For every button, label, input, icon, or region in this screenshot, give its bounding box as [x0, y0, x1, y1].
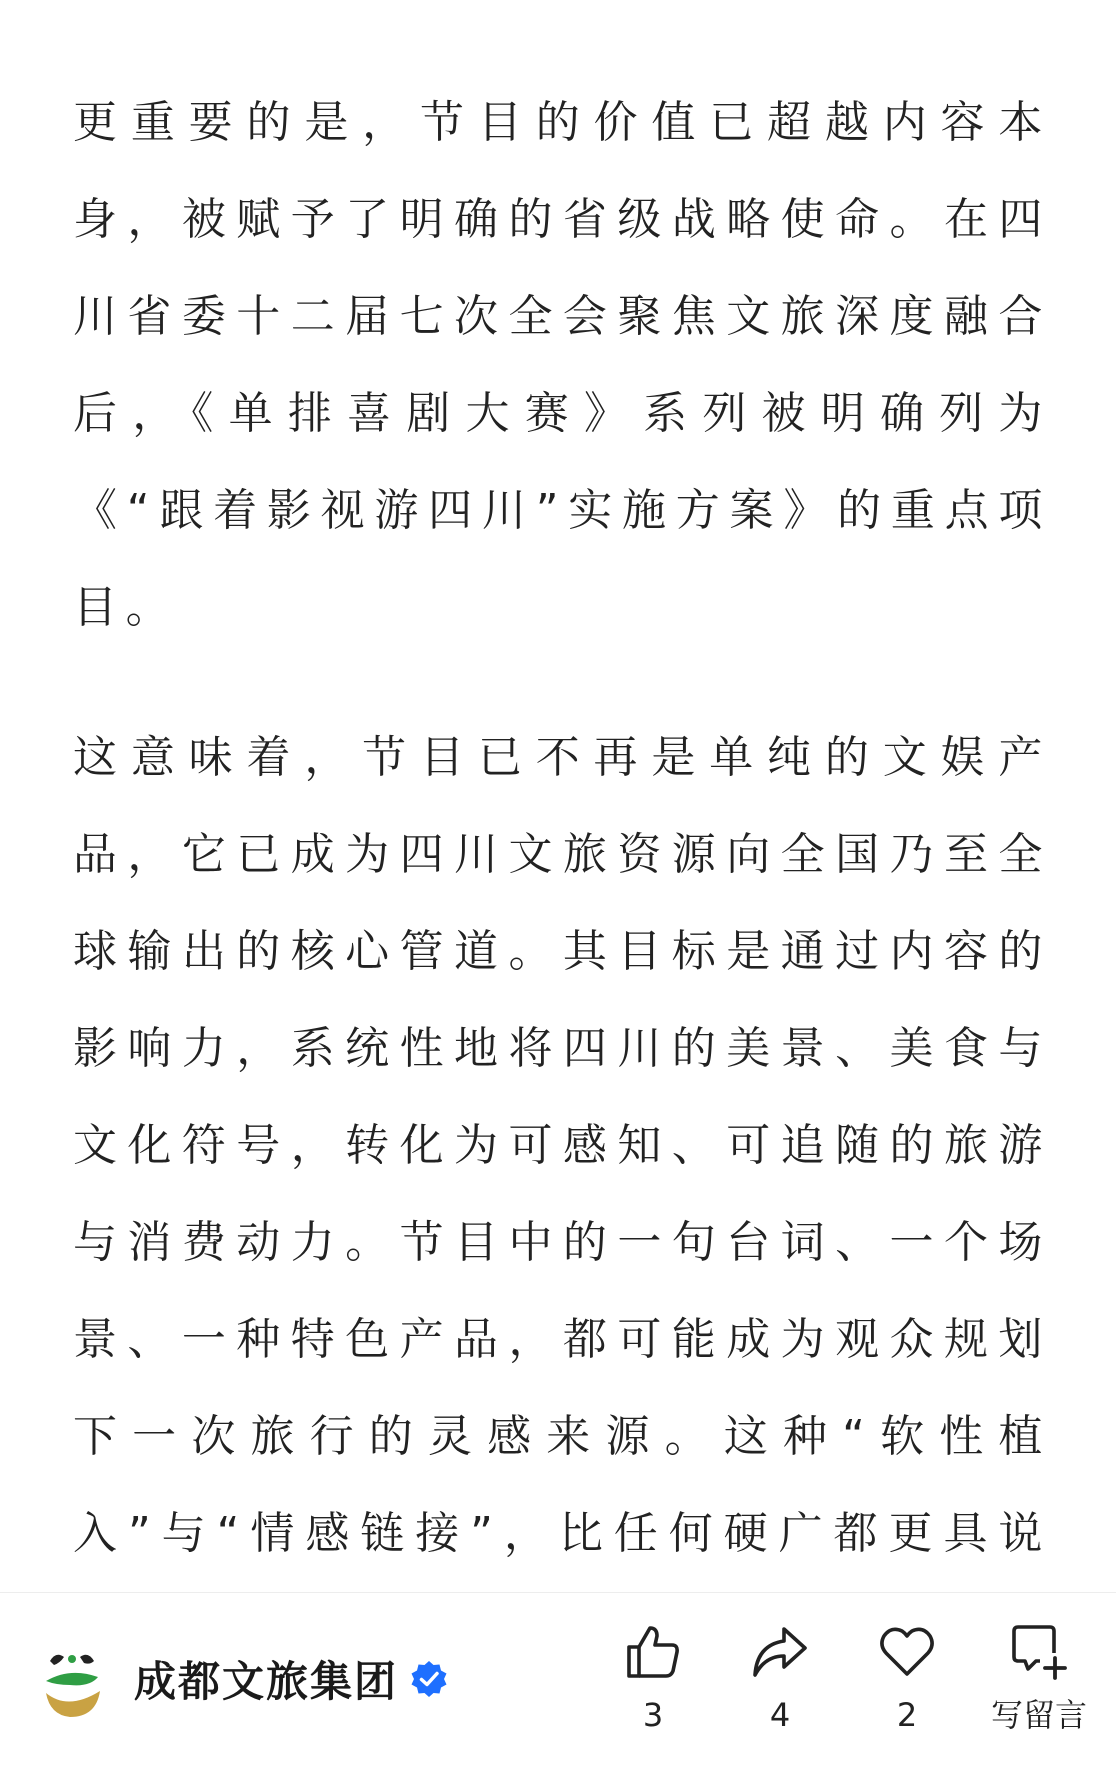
favorite-button[interactable]	[847, 1623, 967, 1763]
comment-plus-icon	[1010, 1623, 1068, 1681]
thumbs-up-icon	[624, 1623, 682, 1681]
account-info[interactable]	[40, 1637, 448, 1721]
article-paragraph-2: 这意味着，节目已不再是单纯的文娱产品，它已成为四川文旅资源向全国乃至全球输出的核心管道。其目标是通过内容的影响力，系统性地将四川的美景、美食与文化符号，转化为可感知、可追随的旅游与消费动力。节目中的一句台词、一个场景、一种特色产品，都可能成为观众规划下一次旅行的灵感来源。这种“软性植入”与“情感链接”，比任何硬广都更具说	[73, 732, 1051, 1559]
article-paragraph-1: 更重要的是，节目的价值已超越内容本身，被赋予了明确的省级战略使命。在四川省委十二届七次全会聚焦文旅深度融合后，《单排喜剧大赛》系列被明确列为《“跟着影视游四川”实施方案》的重点项目。	[73, 97, 1051, 633]
like-button[interactable]	[593, 1623, 713, 1763]
share-arrow-icon	[751, 1623, 809, 1681]
like-count: 3	[642, 1696, 664, 1734]
verified-badge-icon	[410, 1660, 448, 1698]
share-button[interactable]	[720, 1623, 840, 1763]
favorite-count: 2	[896, 1696, 918, 1734]
heart-icon	[878, 1623, 936, 1681]
bottom-action-bar	[0, 1593, 1116, 1783]
comment-button[interactable]	[979, 1623, 1099, 1763]
avatar[interactable]	[40, 1637, 104, 1721]
comment-label: 写留言	[990, 1696, 1087, 1734]
account-name[interactable]: 成都文旅集团	[134, 1657, 399, 1706]
article-body	[73, 74, 1051, 1776]
share-count: 4	[769, 1696, 791, 1734]
